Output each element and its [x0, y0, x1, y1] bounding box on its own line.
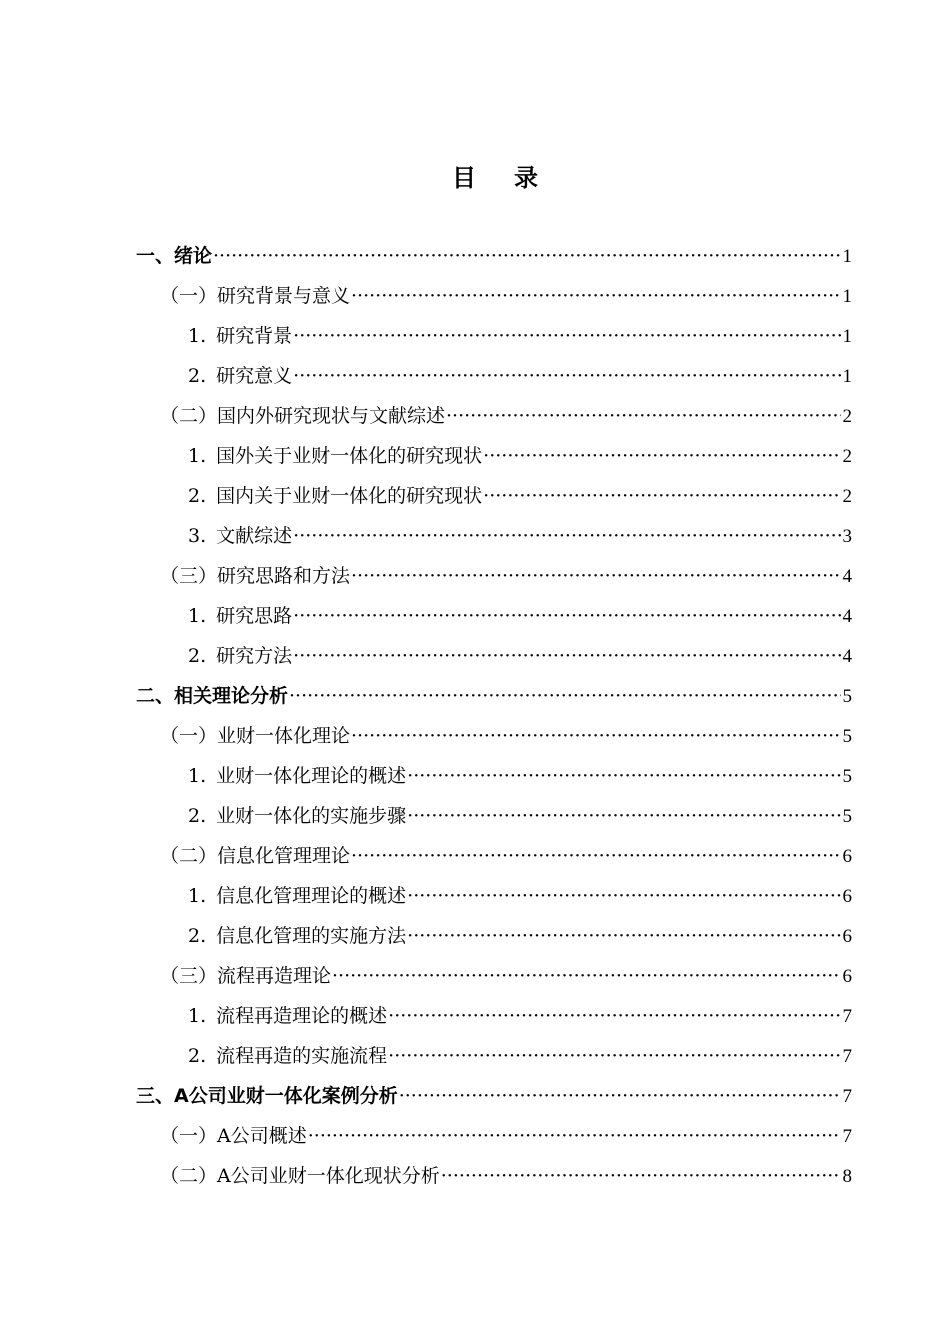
toc-page-number: 4 [842, 606, 852, 627]
toc-entry-text: 国内关于业财一体化的研究现状 [216, 485, 483, 507]
toc-entry-text: （一）业财一体化理论 [160, 725, 351, 747]
toc-entry-number: 2. [188, 1045, 207, 1067]
toc-page-number: 4 [842, 566, 852, 587]
toc-title-part1: 目 [452, 164, 476, 192]
toc-leader [351, 276, 841, 316]
toc-entry[interactable] [136, 756, 852, 796]
toc-leader [407, 876, 841, 916]
toc-leader [293, 596, 841, 636]
toc-page-number: 1 [842, 326, 852, 347]
toc-leader [483, 476, 841, 516]
toc-entry-text: 流程再造理论的概述 [216, 1005, 388, 1027]
toc-entry-number: 2. [188, 645, 207, 667]
toc-page-number: 2 [842, 446, 852, 467]
toc-entry-text: 国外关于业财一体化的研究现状 [216, 445, 483, 467]
toc-entry[interactable] [136, 636, 852, 676]
toc-entry-text: （三）研究思路和方法 [160, 565, 351, 587]
toc-entry-text: 三、A公司业财一体化案例分析 [136, 1085, 398, 1107]
toc-leader [351, 556, 841, 596]
toc-entry[interactable] [136, 596, 852, 636]
toc-entry[interactable] [136, 436, 852, 476]
toc-entry-text: 信息化管理理论的概述 [216, 885, 407, 907]
toc-entry-text: 二、相关理论分析 [136, 685, 289, 707]
toc-leader [407, 756, 841, 796]
toc-entry-number: 2. [188, 925, 207, 947]
toc-leader [332, 956, 841, 996]
toc-page-number: 1 [842, 286, 852, 307]
toc-entry-number: 1. [188, 445, 207, 467]
toc-entry-text: 信息化管理的实施方法 [216, 925, 407, 947]
toc-entry[interactable] [136, 556, 852, 596]
toc-page-number: 3 [842, 526, 852, 547]
toc-entry[interactable] [136, 1036, 852, 1076]
toc-entry[interactable] [136, 396, 852, 436]
toc-page-number: 5 [842, 806, 852, 827]
toc-entry-text: 研究意义 [216, 365, 293, 387]
toc-entry-number: 1. [188, 325, 207, 347]
toc-entry-number: 2. [188, 485, 207, 507]
toc-entry[interactable] [136, 276, 852, 316]
toc-entry[interactable] [136, 956, 852, 996]
toc-entry-number: 1. [188, 765, 207, 787]
toc-entry[interactable] [136, 1076, 852, 1116]
toc-leader [483, 436, 841, 476]
toc-entry-number: 1. [188, 605, 207, 627]
toc-leader [293, 356, 841, 396]
toc-page-number: 5 [842, 766, 852, 787]
toc-entry[interactable] [136, 236, 852, 276]
toc-entry-text: 业财一体化理论的概述 [216, 765, 407, 787]
toc-entry-text: （二）A公司业财一体化现状分析 [160, 1165, 440, 1187]
toc-page-number: 6 [842, 926, 852, 947]
toc-entry-text: （三）流程再造理论 [160, 965, 332, 987]
toc-entry[interactable] [136, 676, 852, 716]
toc-leader [388, 1036, 841, 1076]
toc-entry[interactable] [136, 836, 852, 876]
toc-page-number: 2 [842, 486, 852, 507]
toc-entry-text: 流程再造的实施流程 [216, 1045, 388, 1067]
toc-page-number: 5 [842, 686, 852, 707]
toc-leader [293, 316, 841, 356]
toc-page-number: 1 [842, 366, 852, 387]
toc-entry-number: 1. [188, 885, 207, 907]
toc-entry[interactable] [136, 476, 852, 516]
toc-page-number: 5 [842, 726, 852, 747]
toc-entry-text: （一）研究背景与意义 [160, 285, 351, 307]
toc-entry-text: 一、绪论 [136, 245, 213, 267]
toc-page-number: 6 [842, 886, 852, 907]
toc-entry-text: （二）国内外研究现状与文献综述 [160, 405, 446, 427]
toc-leader [407, 916, 841, 956]
toc-entry-number: 2. [188, 365, 207, 387]
toc-leader [289, 676, 841, 716]
toc-entry[interactable] [136, 316, 852, 356]
toc-leader [388, 996, 841, 1036]
toc-entry-number: 1. [188, 1005, 207, 1027]
toc-entry-text: 研究方法 [216, 645, 293, 667]
toc-entry[interactable] [136, 876, 852, 916]
toc-page-number: 7 [842, 1086, 852, 1107]
toc-entry[interactable] [136, 356, 852, 396]
toc-entry[interactable] [136, 916, 852, 956]
toc-page-number: 6 [842, 966, 852, 987]
toc-entry[interactable] [136, 716, 852, 756]
toc-entry[interactable] [136, 1116, 852, 1156]
toc-title [0, 158, 950, 193]
toc-leader [441, 1156, 841, 1196]
toc-entry[interactable] [136, 516, 852, 556]
toc-title-part2: 录 [514, 164, 538, 192]
toc-leader [293, 636, 841, 676]
toc-entry[interactable] [136, 1156, 852, 1196]
toc-leader [213, 236, 841, 276]
toc-leader [407, 796, 841, 836]
toc-entry-text: 文献综述 [216, 525, 293, 547]
toc-page-number: 7 [842, 1006, 852, 1027]
toc-page-number: 7 [842, 1126, 852, 1147]
toc-list [136, 236, 852, 1196]
toc-leader [351, 836, 841, 876]
toc-page-number: 4 [842, 646, 852, 667]
toc-page-number: 2 [842, 406, 852, 427]
toc-leader [293, 516, 841, 556]
toc-leader [351, 716, 841, 756]
toc-entry-text: 研究背景 [216, 325, 293, 347]
toc-page-number: 7 [842, 1046, 852, 1067]
toc-entry-number: 2. [188, 805, 207, 827]
toc-page-number: 6 [842, 846, 852, 867]
toc-page-number: 1 [842, 246, 852, 267]
toc-entry-text: 业财一体化的实施步骤 [216, 805, 407, 827]
toc-entry-number: 3. [188, 525, 207, 547]
toc-leader [446, 396, 841, 436]
toc-entry-text: 研究思路 [216, 605, 293, 627]
toc-leader [399, 1076, 841, 1116]
toc-leader [308, 1116, 841, 1156]
toc-page-number: 8 [842, 1166, 852, 1187]
toc-entry-text: （一）A公司概述 [160, 1125, 307, 1147]
toc-entry[interactable] [136, 796, 852, 836]
toc-entry-text: （二）信息化管理理论 [160, 845, 351, 867]
toc-entry[interactable] [136, 996, 852, 1036]
